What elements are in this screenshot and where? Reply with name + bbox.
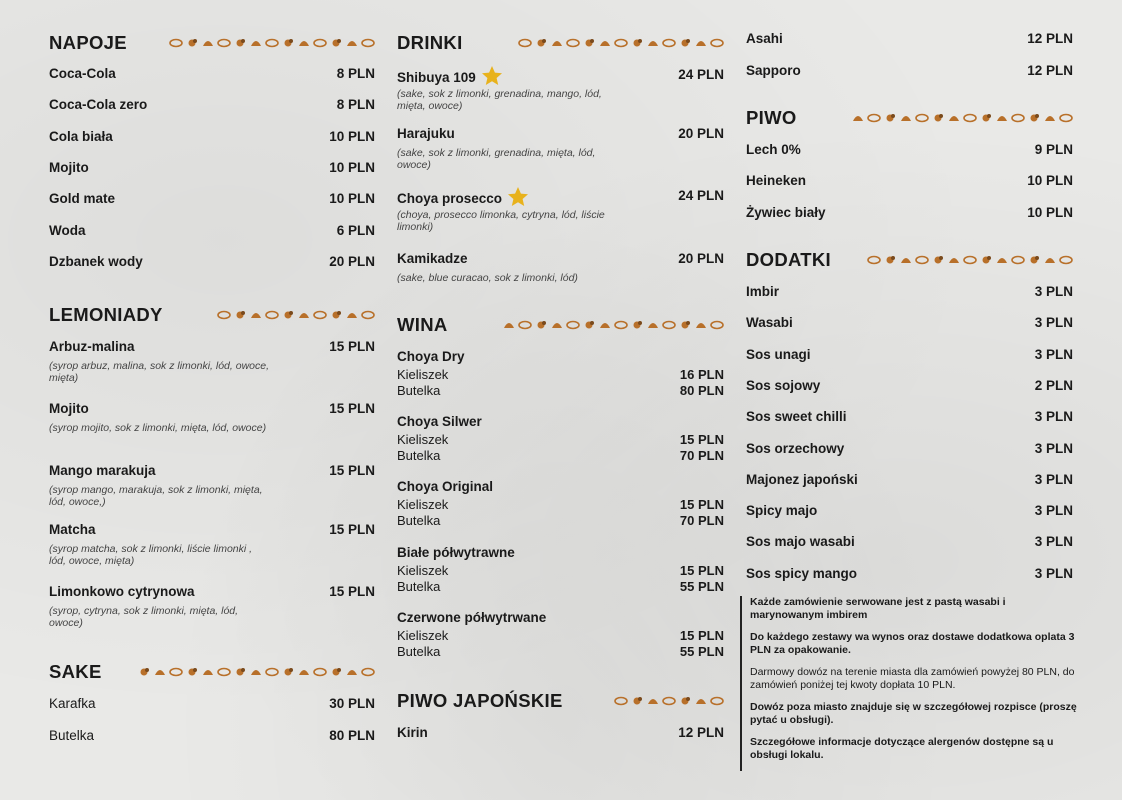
section-title: DRINKI <box>397 32 463 53</box>
wine-bottle-row <box>397 579 724 595</box>
item-name: Sos spicy mango <box>746 565 858 581</box>
item-name: Coca-Cola zero <box>49 97 148 113</box>
item-price: 3 PLN <box>1034 284 1073 299</box>
bottle-label: Butelka <box>397 383 441 398</box>
item-price: 3 PLN <box>1034 409 1073 425</box>
item-name: Butelka <box>49 728 95 743</box>
section-wina <box>397 313 724 337</box>
decorative-divider-icon <box>165 37 375 49</box>
section-title: WINA <box>397 314 448 335</box>
menu-item <box>397 250 724 268</box>
item-description: (syrop mojito, sok z limonki, mięta, lód, owoce) <box>49 422 267 434</box>
section-sake <box>49 660 375 684</box>
item-price: 80 PLN <box>329 728 375 743</box>
menu-item <box>49 727 375 745</box>
item-price: 12 PLN <box>1027 31 1073 46</box>
menu-item <box>49 583 375 601</box>
bottle-label: Butelka <box>397 579 441 594</box>
item-price: 15 PLN <box>329 522 375 537</box>
item-name: Choya Original <box>397 479 494 494</box>
item-name: Choya Dry <box>397 349 465 364</box>
item-price: 10 PLN <box>1027 204 1073 220</box>
menu-item <box>397 125 724 143</box>
item-name: Czerwone półwytrwane <box>397 610 547 625</box>
bottle-price: 55 PLN <box>679 579 724 594</box>
section-dodatki <box>746 248 1073 272</box>
item-price: 20 PLN <box>678 126 724 141</box>
item-price: 15 PLN <box>329 339 375 354</box>
glass-price: 15 PLN <box>679 497 724 512</box>
item-price: 3 PLN <box>1034 315 1073 331</box>
wine-item <box>397 348 724 366</box>
wine-item <box>397 478 724 496</box>
wine-item <box>397 609 724 627</box>
item-name: Żywiec biały <box>746 204 826 220</box>
item-price: 20 PLN <box>678 251 724 266</box>
item-name: Karafka <box>49 696 96 711</box>
menu-item <box>397 66 724 84</box>
menu-item <box>49 695 375 713</box>
menu-item <box>746 204 1073 222</box>
decorative-divider-icon <box>602 695 724 707</box>
item-name <box>49 462 156 480</box>
info-note: Każde zamówienie serwowane jest z pastą wasabi i marynowanym imbirem <box>750 596 1006 621</box>
menu-item <box>49 65 375 83</box>
bottle-price: 80 PLN <box>679 383 724 398</box>
section-piwo-japonskie <box>397 689 724 713</box>
item-name <box>397 250 468 268</box>
item-price: 15 PLN <box>329 584 375 599</box>
star-icon <box>508 187 528 206</box>
item-name: Wasabi <box>746 315 793 331</box>
item-price: 24 PLN <box>678 188 724 203</box>
info-note: Do każdego zestawy wa wynos oraz dostawe dodatkowa oplata 3 PLN za opakowanie. <box>750 631 1075 656</box>
item-price: 3 PLN <box>1034 534 1073 550</box>
item-name-text: Mojito <box>49 401 89 416</box>
item-name: Sos sweet chilli <box>746 409 847 425</box>
info-note: Darmowy dowóz na terenie miasta dla zamówień powyżej 80 PLN, do zamówień poniżej tej kwoty dopłata 10 PLN. <box>750 666 1075 691</box>
item-name-text: Shibuya 109 <box>397 70 476 85</box>
glass-label: Kieliszek <box>397 432 449 447</box>
item-name-text: Limonkowo cytrynowa <box>49 584 195 599</box>
item-name: Sos unagi <box>746 346 811 362</box>
item-description: (syrop matcha, sok z limonki, liście limonki , lód, owoce, mięta) <box>49 543 253 567</box>
item-price: 30 PLN <box>329 696 375 711</box>
item-name <box>49 338 135 356</box>
menu-item <box>746 471 1073 489</box>
item-price: 3 PLN <box>1034 503 1073 519</box>
menu-item <box>746 502 1073 520</box>
item-name: Dzbanek wody <box>49 253 143 269</box>
item-name: Imbir <box>746 284 780 299</box>
item-name: Coca-Cola <box>49 66 116 81</box>
glass-label: Kieliszek <box>397 367 449 382</box>
item-name: Woda <box>49 222 86 238</box>
menu-item <box>746 377 1073 395</box>
item-name <box>49 521 96 539</box>
menu-item <box>746 408 1073 426</box>
menu-item <box>746 283 1073 301</box>
item-price: 3 PLN <box>1034 565 1073 581</box>
wine-glass-row <box>397 497 724 513</box>
menu-item <box>746 62 1073 80</box>
item-price: 3 PLN <box>1034 440 1073 456</box>
item-description: (syrop mango, marakuja, sok z limonki, mięta, lód, owoce,) <box>49 484 263 508</box>
item-price: 10 PLN <box>329 191 375 207</box>
item-name <box>397 187 528 208</box>
item-name: Mojito <box>49 159 89 175</box>
wine-glass-row <box>397 563 724 579</box>
item-name: Cola biała <box>49 128 113 144</box>
item-price: 3 PLN <box>1034 346 1073 362</box>
menu-item <box>746 440 1073 458</box>
wine-bottle-row <box>397 644 724 660</box>
item-price: 10 PLN <box>329 159 375 175</box>
menu-item <box>746 346 1073 364</box>
section-lemoniady <box>49 303 375 327</box>
menu-item <box>49 222 375 240</box>
item-description: (sake, sok z limonki, grenadina, mięta, lód, owoce) <box>397 147 596 171</box>
menu-item <box>746 565 1073 583</box>
glass-label: Kieliszek <box>397 628 449 643</box>
decorative-divider-icon <box>486 319 724 331</box>
decorative-divider-icon <box>835 112 1073 124</box>
wine-item <box>397 544 724 562</box>
section-title: PIWO <box>746 107 797 128</box>
item-name-text: Choya prosecco <box>397 191 503 206</box>
wine-bottle-row <box>397 448 724 464</box>
menu-item <box>397 187 724 205</box>
menu-item <box>49 190 375 208</box>
item-name-text: Arbuz-malina <box>49 339 135 354</box>
wine-glass-row <box>397 432 724 448</box>
menu-item <box>49 96 375 114</box>
info-notes <box>740 596 1080 771</box>
item-description: (syrop, cytryna, sok z limonki, mięta, lód, owoce) <box>49 605 239 629</box>
decorative-divider-icon <box>865 254 1073 266</box>
item-description: (sake, blue curacao, sok z limonki, lód) <box>397 272 578 284</box>
menu-item <box>49 462 375 480</box>
menu-item <box>49 338 375 356</box>
menu-item <box>49 253 375 271</box>
item-name: Majonez japoński <box>746 471 858 487</box>
info-note: Szczegółowe informacje dotyczące alergenów dostępne są u obsługi lokalu. <box>750 736 1054 761</box>
item-name: Sapporo <box>746 62 801 78</box>
decorative-divider-icon <box>200 309 375 321</box>
item-name: Asahi <box>746 31 783 46</box>
item-name: Spicy majo <box>746 503 818 519</box>
item-price: 8 PLN <box>336 97 375 113</box>
glass-price: 15 PLN <box>679 628 724 643</box>
item-price: 12 PLN <box>678 725 724 740</box>
item-name: Kirin <box>397 725 428 740</box>
item-name <box>397 125 455 143</box>
bottle-price: 70 PLN <box>679 448 724 463</box>
menu-item <box>746 30 1073 48</box>
glass-label: Kieliszek <box>397 497 449 512</box>
bottle-label: Butelka <box>397 448 441 463</box>
item-name: Białe półwytrawne <box>397 545 515 560</box>
item-description: (choya, prosecco limonka, cytryna, lód, liście limonki) <box>397 209 605 233</box>
item-description: (syrop arbuz, malina, sok z limonki, lód, owoce, mięta) <box>49 360 270 384</box>
section-title: DODATKI <box>746 249 831 270</box>
item-name: Sos orzechowy <box>746 440 845 456</box>
item-description: (sake, sok z limonki, grenadina, mango, lód, mięta, owoce) <box>397 88 602 112</box>
glass-price: 16 PLN <box>679 367 724 382</box>
item-name: Gold mate <box>49 191 116 207</box>
item-price: 2 PLN <box>1034 377 1073 393</box>
info-note: Dowóz poza miasto znajduje się w szczegółowej rozpisce (proszę pytać u obsługi). <box>750 701 1077 726</box>
item-price: 15 PLN <box>329 463 375 478</box>
section-title: LEMONIADY <box>49 304 163 325</box>
menu-item <box>746 314 1073 332</box>
glass-label: Kieliszek <box>397 563 449 578</box>
section-piwo <box>746 106 1073 130</box>
glass-price: 15 PLN <box>679 432 724 447</box>
wine-glass-row <box>397 628 724 644</box>
section-napoje <box>49 31 375 55</box>
menu-item <box>397 724 724 742</box>
item-price: 10 PLN <box>329 128 375 144</box>
menu-item <box>746 533 1073 551</box>
item-price: 15 PLN <box>329 401 375 416</box>
item-name: Sos majo wasabi <box>746 534 855 550</box>
item-price: 3 PLN <box>1034 471 1073 487</box>
bottle-price: 70 PLN <box>679 513 724 528</box>
item-price: 8 PLN <box>336 66 375 81</box>
section-title: NAPOJE <box>49 32 127 53</box>
bottle-label: Butelka <box>397 513 441 528</box>
item-name-text: Mango marakuja <box>49 463 156 478</box>
item-price: 20 PLN <box>329 253 375 269</box>
decorative-divider-icon <box>502 37 724 49</box>
section-drinki <box>397 31 724 55</box>
item-name: Lech 0% <box>746 142 801 157</box>
menu-item <box>49 159 375 177</box>
item-name <box>49 583 195 601</box>
decorative-divider-icon <box>120 666 375 678</box>
menu-item <box>746 172 1073 190</box>
item-name: Sos sojowy <box>746 377 821 393</box>
wine-bottle-row <box>397 383 724 399</box>
item-price: 6 PLN <box>336 222 375 238</box>
bottle-price: 55 PLN <box>679 644 724 659</box>
bottle-label: Butelka <box>397 644 441 659</box>
item-name <box>49 400 89 418</box>
wine-item <box>397 413 724 431</box>
item-price: 9 PLN <box>1034 142 1073 157</box>
section-title: PIWO JAPOŃSKIE <box>397 690 563 711</box>
menu-item <box>746 141 1073 159</box>
item-price: 12 PLN <box>1027 62 1073 78</box>
wine-bottle-row <box>397 513 724 529</box>
item-name-text: Matcha <box>49 522 96 537</box>
item-name: Choya Silwer <box>397 414 482 429</box>
menu-item <box>49 521 375 539</box>
menu-item <box>49 128 375 146</box>
star-icon <box>482 66 502 85</box>
wine-glass-row <box>397 367 724 383</box>
menu-item <box>49 400 375 418</box>
item-name-text: Harajuku <box>397 126 455 141</box>
item-name-text: Kamikadze <box>397 251 468 266</box>
item-price: 24 PLN <box>678 67 724 82</box>
glass-price: 15 PLN <box>679 563 724 578</box>
item-price: 10 PLN <box>1027 173 1073 189</box>
item-name: Heineken <box>746 173 807 189</box>
section-title: SAKE <box>49 661 102 682</box>
item-name <box>397 66 502 87</box>
